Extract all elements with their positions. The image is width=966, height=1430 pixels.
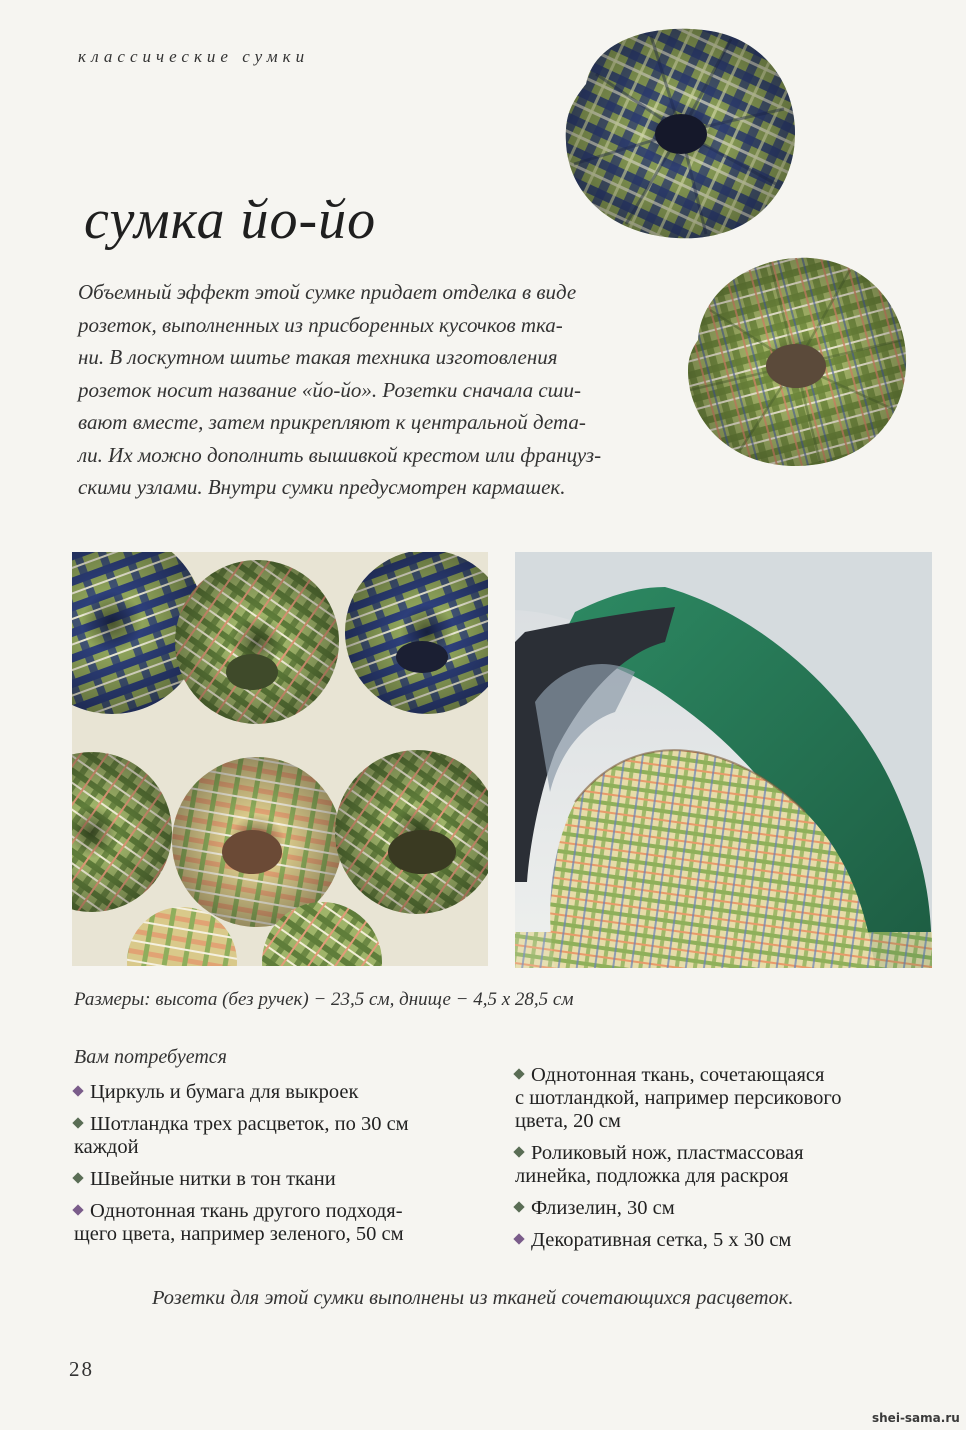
intro-line: ни. В лоскутном шитье такая техника изготовления [78,345,558,369]
diamond-bullet-icon [513,1233,524,1244]
list-item-text: щего цвета, например зеленого, 50 см [74,1223,404,1245]
photo-caption: Розетки для этой сумки выполнены из тканей сочетающихся расцветок. [152,1287,794,1309]
list-item [74,1113,494,1159]
intro-line: скими узлами. Внутри сумки предусмотрен кармашек. [78,475,566,499]
yoyo-cluster-photo [72,552,488,966]
list-item-text: с шотландкой, например персикового [515,1087,842,1109]
list-item-text: каждой [74,1136,139,1158]
list-item [515,1197,935,1220]
materials-heading: Вам потребуется [74,1046,227,1068]
diamond-bullet-icon [513,1201,524,1212]
page-number: 28 [69,1357,94,1381]
list-item-text: Шотландка трех расцветок, по 30 см [90,1113,409,1135]
green-yoyo-rosette-image [680,250,912,472]
materials-list-right [515,1064,935,1261]
list-item [515,1142,935,1188]
intro-line: вают вместе, затем прикрепляют к центральной дета- [78,410,586,434]
list-item-text: Однотонная ткань, сочетающаяся [531,1064,825,1086]
section-label: классические сумки [78,47,310,66]
diamond-bullet-icon [72,1085,83,1096]
blue-yoyo-rosette-image [556,14,806,246]
diamond-bullet-icon [72,1172,83,1183]
materials-list-left [74,1081,494,1255]
intro-line: Объемный эффект этой сумке придает отделка в виде [78,280,577,304]
list-item [515,1229,935,1252]
intro-line: ли. Их можно дополнить вышивкой крестом или француз- [78,442,602,467]
list-item-text: Швейные нитки в тон ткани [90,1168,336,1190]
intro-paragraph [78,276,688,504]
list-item-text: линейка, подложка для раскроя [515,1165,789,1187]
list-item-text: Роликовый нож, пластмассовая [531,1142,804,1164]
bag-interior-photo [515,552,932,968]
list-item [74,1168,494,1191]
list-item [74,1200,494,1246]
list-item-text: Циркуль и бумага для выкроек [90,1081,359,1103]
list-item-text: Флизелин, 30 см [531,1197,675,1219]
list-item-text: цвета, 20 см [515,1110,621,1132]
watermark: shei-sama.ru [872,1411,960,1425]
list-item-text: Однотонная ткань другого подходя- [90,1200,403,1222]
diamond-bullet-icon [72,1204,83,1215]
list-item [515,1064,935,1133]
intro-line: розеток носит название «йо-йо». Розетки сначала сши- [78,377,581,402]
intro-line: розеток, выполненных из присборенных кусочков тка- [78,312,563,337]
diamond-bullet-icon [513,1146,524,1157]
diamond-bullet-icon [72,1117,83,1128]
diamond-bullet-icon [513,1068,524,1079]
list-item [74,1081,494,1104]
page-title: сумка йо-йо [84,189,377,251]
list-item-text: Декоративная сетка, 5 x 30 см [531,1229,792,1251]
dimensions-text: Размеры: высота (без ручек) − 23,5 см, днище − 4,5 x 28,5 см [74,989,574,1010]
